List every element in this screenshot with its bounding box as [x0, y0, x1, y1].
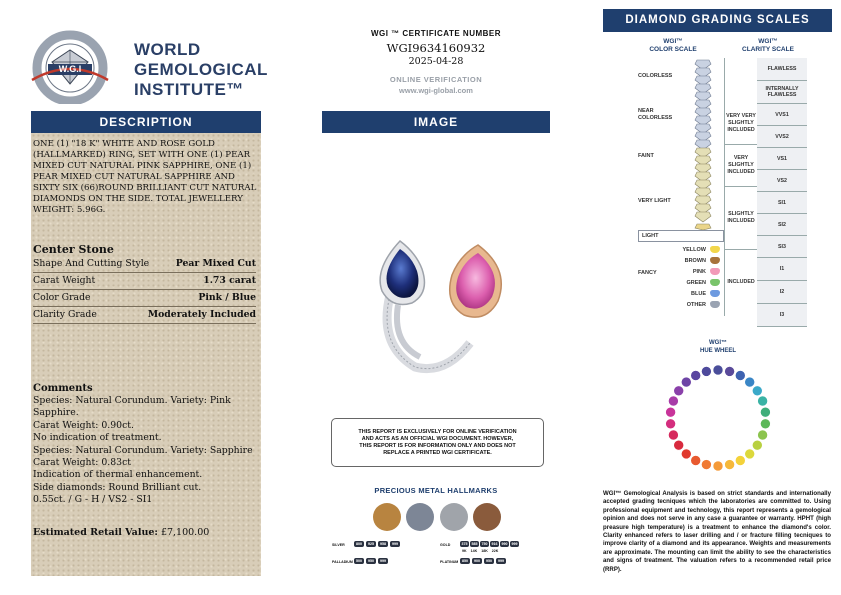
color-scale-title-2: COLOR SCALE — [649, 46, 697, 53]
fancy-color-row — [660, 299, 720, 310]
palladium-label: PALLADIUM — [332, 560, 353, 564]
clarity-grade: I1 — [757, 258, 807, 281]
stamp: 585 — [471, 542, 478, 546]
retail-label: Estimated Retail Value: — [33, 527, 158, 538]
gold-label: GOLD — [440, 543, 451, 547]
comment-line: Species: Natural Corundum. Variety: Sapphire — [33, 444, 253, 456]
color-group: FAINT — [638, 153, 654, 159]
clarity-grade: VS2 — [757, 170, 807, 192]
platinum-label: PLATINUM — [440, 560, 459, 564]
hue-wheel-title-1: WGI™ — [709, 340, 727, 346]
gold-karats — [462, 549, 498, 553]
stamp: 850 — [462, 559, 468, 563]
stamp: 958 — [380, 542, 386, 546]
institute-name — [134, 40, 274, 100]
certificate-label: WGI ™ CERTIFICATE NUMBER — [370, 29, 502, 38]
clarity-group: SLIGHTLY INCLUDED — [725, 186, 757, 250]
certificate-date: 2025-04-28 — [408, 56, 464, 67]
color-scale-title-1: WGI™ — [663, 38, 683, 45]
description-heading: DESCRIPTION — [31, 111, 261, 133]
clarity-grade: INTERNALLY FLAWLESS — [757, 81, 807, 104]
comments-heading: Comments — [33, 383, 93, 394]
color-group: LIGHT — [642, 233, 659, 239]
comment-line: Sapphire. — [33, 407, 79, 419]
fancy-color-name: YELLOW — [682, 246, 706, 253]
row-value: Pear Mixed Cut — [175, 258, 256, 269]
fancy-color-row — [660, 288, 720, 299]
retail-amount: £7,100.00 — [160, 527, 210, 538]
online-notice-text: THIS REPORT IS EXCLUSIVELY FOR ONLINE VERIFICATION AND ACTS AS AN OFFICIAL WGI DOCUMENT. HOWEVER, THIS REPORT IS FOR INFORMATION ONLY AND DOES NOT REPLACE A PRINTED WGI CERTIFICATE. — [358, 428, 517, 456]
clarity-group: VERY VERY SLIGHTLY INCLUDED — [725, 102, 757, 145]
fancy-gem-icon — [710, 268, 720, 275]
fancy-color-name: PINK — [692, 268, 706, 275]
clarity-group: VERY SLIGHTLY INCLUDED — [725, 144, 757, 187]
row-value: Pink / Blue — [198, 292, 256, 303]
color-scale-title — [633, 38, 713, 54]
center-stone-table — [33, 256, 256, 324]
scales-heading: DIAMOND GRADING SCALES — [603, 9, 832, 32]
row-label: Carat Weight — [33, 275, 96, 286]
certificate-number: WGI9634160932 — [386, 41, 486, 55]
clarity-scale-title-1: WGI™ — [758, 38, 778, 45]
clarity-grade: VVS2 — [757, 126, 807, 148]
fancy-color-list — [660, 244, 720, 310]
stamp: 999 — [380, 559, 386, 563]
center-stone-row — [33, 273, 256, 290]
color-scale — [638, 58, 724, 313]
stamp: 950 — [486, 559, 492, 563]
hue-wheel-title-2: HUE WHEEL — [700, 348, 736, 354]
hue-wheel-title — [683, 339, 753, 355]
clarity-group: INCLUDED — [727, 279, 755, 285]
hallmarks-heading: PRECIOUS METAL HALLMARKS — [374, 486, 498, 495]
online-verification-label: ONLINE VERIFICATION — [389, 75, 483, 84]
silver-label: SILVER — [332, 543, 345, 547]
grading-disclaimer: WGI™ Gemological Analysis is based on strict standards and internationally accepted grading tecniques which the laboratories are committed to. Using professional equipment and technology, this report represents a gemological opinion and does not serve in any case a guarantee or warranty. HPHT (high preasure high temperature) is a treatment to enhance the diamond's color. Clarity enhanced refers to laser drilling and / or fracture filling tecniques to improve clarity of a diamond and its appearance. Weights and measurements are approximate. The mounting can limit the ability to see the characteristics and signs of treatment. The valuation refers to a recommended retail price (RRP). — [603, 490, 831, 573]
color-group: VERY LIGHT — [638, 198, 671, 204]
color-gem-column — [694, 58, 712, 230]
fancy-color-row — [660, 266, 720, 277]
row-value: 1.73 carat — [203, 275, 256, 286]
silver-stamps — [354, 541, 400, 547]
comment-line: No indication of treatment. — [33, 432, 162, 444]
fancy-gem-icon — [710, 246, 720, 253]
fancy-gem-icon — [710, 301, 720, 308]
fancy-color-name: GREEN — [686, 279, 706, 286]
karat: 14K — [470, 549, 478, 553]
fancy-color-name: BROWN — [684, 257, 706, 264]
institute-name-line1: WORLD — [134, 40, 201, 59]
clarity-grade: VS1 — [757, 148, 807, 170]
clarity-grade: SI2 — [757, 214, 807, 236]
clarity-grade: I3 — [757, 304, 807, 327]
stamp: 999 — [511, 542, 518, 546]
stamp: 999 — [392, 542, 398, 546]
description-panel — [31, 133, 261, 576]
stamp: 990 — [501, 542, 508, 546]
fancy-gem-icon — [710, 279, 720, 286]
ring-photo — [360, 225, 510, 375]
clarity-grade: SI1 — [757, 192, 807, 214]
color-group: NEAR COLORLESS — [638, 108, 673, 121]
light-bracket — [638, 230, 724, 242]
fancy-label: FANCY — [638, 270, 657, 276]
clarity-scale-title-2: CLARITY SCALE — [742, 46, 794, 53]
stamp: 800 — [356, 542, 362, 546]
comment-line: Side diamonds: Round Brilliant cut. — [33, 481, 202, 493]
stamp: 950 — [368, 559, 374, 563]
stamp: 500 — [356, 559, 362, 563]
fancy-gem-icon — [710, 290, 720, 297]
karat: 9K — [462, 549, 467, 553]
clarity-grade: FLAWLESS — [757, 58, 807, 81]
retail-value — [33, 527, 209, 538]
fancy-color-name: BLUE — [691, 290, 706, 297]
row-label: Clarity Grade — [33, 309, 97, 320]
comment-line: Indication of thermal enhancement. — [33, 469, 203, 481]
description-text: ONE (1) "18 K" WHITE AND ROSE GOLD (HALLMARKED) RING, SET WITH ONE (1) PEAR MIXED CUT NATURAL PINK SAPPHIRE, ONE (1) PEAR MIXED CUT NATURAL SAPPHIRE AND SIXTY SIX (66)ROUND BRILLIANT CUT NATURAL DIAMONDS ON THE SIDE. TOTAL JEWELLERY WEIGHT: 5.96G. — [33, 139, 257, 215]
clarity-scale — [724, 58, 807, 316]
hallmark-stamps — [332, 541, 546, 571]
online-verification-url[interactable]: www.wgi-global.com — [399, 86, 473, 95]
clarity-grade: I2 — [757, 281, 807, 304]
comment-line: Carat Weight: 0.83ct — [33, 457, 132, 469]
palladium-stamps — [354, 558, 388, 564]
image-heading: IMAGE — [322, 111, 550, 133]
center-stone-row — [33, 256, 256, 273]
institute-name-line2: GEMOLOGICAL — [134, 60, 268, 79]
row-label: Shape And Cutting Style — [33, 258, 150, 269]
row-value: Moderately Included — [147, 309, 256, 320]
institute-name-line3: INSTITUTE™ — [134, 80, 244, 99]
online-notice — [331, 418, 544, 467]
clarity-grades — [757, 58, 807, 327]
stamp: 999 — [498, 559, 504, 563]
karat: 18K — [481, 549, 488, 553]
fancy-color-name: OTHER — [686, 301, 706, 308]
hallmark-coins — [370, 500, 510, 534]
clarity-grade: VVS1 — [757, 104, 807, 126]
clarity-scale-title — [728, 38, 808, 54]
row-label: Color Grade — [33, 292, 91, 303]
center-stone-row — [33, 307, 256, 324]
comment-line: 0.55ct. / G - H / VS2 - SI1 — [33, 494, 153, 506]
hue-wheel — [656, 356, 780, 480]
center-stone-row — [33, 290, 256, 307]
stamp: 925 — [368, 542, 374, 546]
stamp: 916 — [491, 542, 498, 546]
color-group: COLORLESS — [638, 73, 673, 79]
seal-text: W.G.I — [58, 64, 82, 74]
clarity-grade: SI3 — [757, 236, 807, 258]
fancy-color-row — [660, 277, 720, 288]
fancy-gem-icon — [710, 257, 720, 264]
comments-list — [33, 395, 257, 507]
comment-line: Species: Natural Corundum. Variety: Pink — [33, 395, 231, 406]
fancy-color-row — [660, 255, 720, 266]
stamp: 750 — [481, 542, 488, 546]
stamp: 900 — [474, 559, 480, 563]
platinum-stamps — [460, 558, 506, 564]
gold-stamps — [460, 541, 519, 547]
fancy-color-row — [660, 244, 720, 255]
karat: 22K — [491, 549, 499, 553]
comment-line: Carat Weight: 0.90ct. — [33, 419, 134, 431]
center-stone-heading: Center Stone — [33, 243, 114, 256]
stamp: 375 — [461, 542, 468, 546]
wgi-logo — [30, 28, 126, 104]
